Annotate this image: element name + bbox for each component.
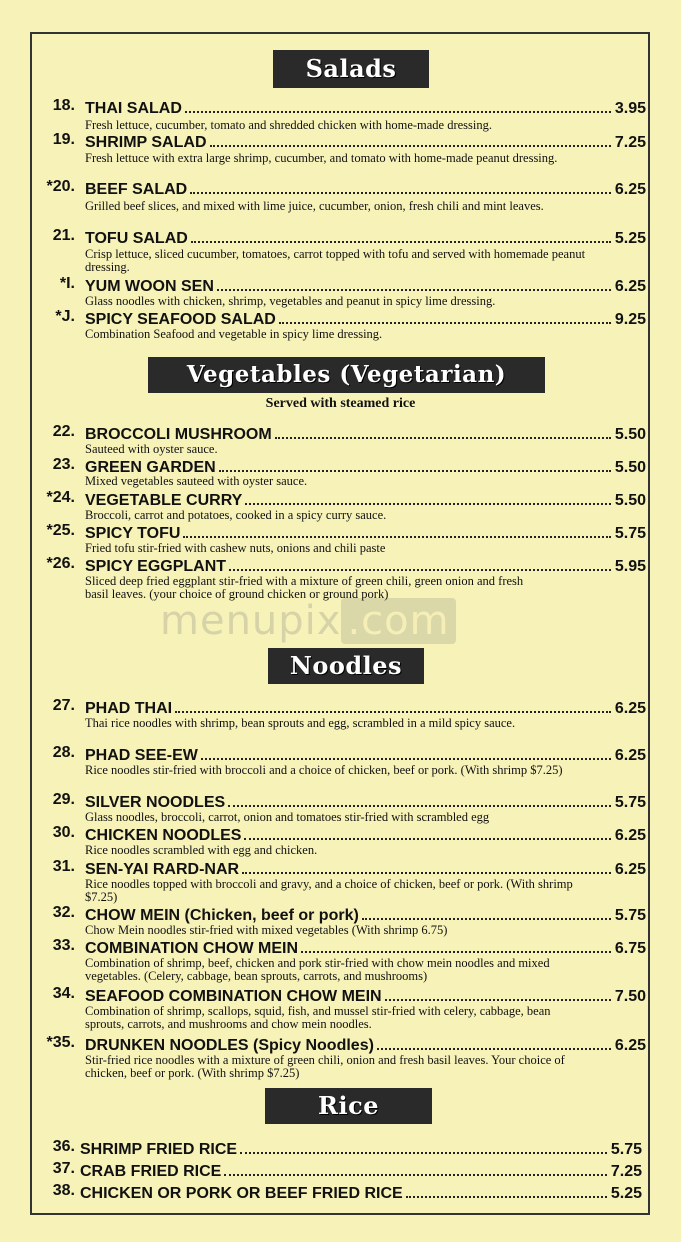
item-number: *26. [46,555,75,572]
item-number: *35. [46,1034,75,1051]
item-name: COMBINATION CHOW MEIN [85,940,299,957]
item-description: Rice noodles stir-fried with broccoli and a choice of chicken, beef or pork. (With shrimp $7.25) [85,763,563,777]
item-name: CHOW MEIN (Chicken, beef or pork) [85,907,359,924]
item-price: 9.25 [614,311,646,328]
item-name: DRUNKEN NOODLES (Spicy Noodles) [85,1037,374,1054]
section-title-salads: Salads [273,50,429,88]
item-number: 34. [52,985,75,1002]
item-price: 3.95 [614,100,646,117]
item-name: CRAB FRIED RICE [80,1163,222,1180]
item-name: SHRIMP FRIED RICE [80,1141,238,1158]
item-price: 6.25 [614,827,646,844]
item-description: Rice noodles scrambled with egg and chicken. [85,843,318,857]
item-description: Crisp lettuce, sliced cucumber, tomatoes, carrot topped with tofu and served with homemade peanut dressing. [85,247,586,274]
item-description: Fried tofu stir-fried with cashew nuts, onions and chili paste [85,541,386,555]
item-name: CHICKEN NOODLES [85,827,242,844]
watermark: menupix .com [160,598,456,644]
item-number: 29. [52,791,75,808]
section-subtitle: Served with steamed rice [265,396,416,411]
section-title-rice: Rice [265,1088,432,1124]
item-number: 37. [52,1160,75,1177]
item-description: Fresh lettuce, cucumber, tomato and shredded chicken with home-made dressing. [85,118,493,132]
item-price: 5.75 [610,1141,642,1158]
section-title-noodles: Noodles [268,648,424,684]
item-name: SPICY SEAFOOD SALAD [85,311,276,328]
item-number: 19. [52,131,75,148]
item-price: 5.95 [614,558,646,575]
item-number: 31. [52,858,75,875]
item-price: 6.25 [614,278,646,295]
item-name: CHICKEN OR PORK OR BEEF FRIED RICE [80,1185,403,1202]
item-description: Combination Seafood and vegetable in spicy lime dressing. [85,327,383,341]
item-description: Combination of shrimp, beef, chicken and pork stir-fried with chow mein noodles and mixed vegetables. (Celery, cabbage, bean sprouts, carrots, and mushrooms) [85,956,550,983]
item-name: BEEF SALAD [85,181,188,198]
item-price: 6.25 [614,700,646,717]
item-name: PHAD THAI [85,700,173,717]
item-description: Sliced deep fried eggplant stir-fried with a mixture of green chili, green onion and fresh basil leaves. (your choice of ground chicken or ground pork) [85,574,524,601]
section-title-vegetables: Vegetables (Vegetarian) [148,357,545,393]
item-description: Sauteed with oyster sauce. [85,442,218,456]
item-price: 5.50 [614,492,646,509]
item-description: Mixed vegetables sauteed with oyster sauce. [85,474,308,488]
item-name: PHAD SEE-EW [85,747,198,764]
item-description: Chow Mein noodles stir-fried with mixed vegetables (With shrimp 6.75) [85,923,448,937]
item-description: Glass noodles with chicken, shrimp, vegetables and peanut in spicy lime dressing. [85,294,496,308]
item-description: Glass noodles, broccoli, carrot, onion and tomatoes stir-fried with scrambled egg [85,810,490,824]
item-name: TOFU SALAD [85,230,188,247]
item-number: 22. [52,423,75,440]
item-price: 5.25 [614,230,646,247]
item-number: *I. [59,275,75,292]
item-number: *20. [46,178,75,195]
item-price: 5.75 [614,525,646,542]
item-price: 7.25 [614,134,646,151]
item-description: Broccoli, carrot and potatoes, cooked in a spicy curry sauce. [85,508,387,522]
item-price: 6.25 [614,861,646,878]
item-number: *24. [46,489,75,506]
item-description: Grilled beef slices, and mixed with lime juice, cucumber, onion, fresh chili and mint leaves. [85,199,544,213]
item-name: VEGETABLE CURRY [85,492,243,509]
item-price: 5.75 [614,907,646,924]
item-name: SPICY EGGPLANT [85,558,227,575]
item-price: 6.25 [614,181,646,198]
item-number: *25. [46,522,75,539]
item-number: 23. [52,456,75,473]
item-description: Fresh lettuce with extra large shrimp, cucumber, and tomato with home-made peanut dressing. [85,151,558,165]
item-number: 27. [52,697,75,714]
item-number: 28. [52,744,75,761]
item-description: Combination of shrimp, scallops, squid, fish, and mussel stir-fried with celery, cabbage, bean sprouts, carrots, and mushrooms and chow mein noodles. [85,1004,551,1031]
item-number: *J. [55,308,75,325]
item-name: SHRIMP SALAD [85,134,207,151]
item-price: 5.75 [614,794,646,811]
item-number: 36. [52,1138,75,1155]
item-description: Stir-fried rice noodles with a mixture of green chili, onion and fresh basil leaves. Your choice of chicken, beef or pork. (With shrimp $7.25) [85,1053,565,1080]
item-number: 21. [52,227,75,244]
item-number: 33. [52,937,75,954]
item-name: SILVER NOODLES [85,794,226,811]
item-name: BROCCOLI MUSHROOM [85,426,272,443]
item-name: THAI SALAD [85,100,182,117]
item-name: YUM WOON SEN [85,278,214,295]
item-price: 5.50 [614,426,646,443]
item-number: 38. [52,1182,75,1199]
item-price: 5.25 [610,1185,642,1202]
item-number: 30. [52,824,75,841]
item-price: 5.50 [614,459,646,476]
item-name: SEAFOOD COMBINATION CHOW MEIN [85,988,382,1005]
item-description: Rice noodles topped with broccoli and gravy, and a choice of chicken, beef or pork. (With shrimp $7.25) [85,877,573,904]
item-description: Thai rice noodles with shrimp, bean sprouts and egg, scrambled in a mild spicy sauce. [85,716,516,730]
item-name: SPICY TOFU [85,525,181,542]
item-price: 6.25 [614,747,646,764]
item-price: 6.25 [614,1037,646,1054]
item-price: 7.50 [614,988,646,1005]
item-name: SEN-YAI RARD-NAR [85,861,240,878]
item-price: 6.75 [614,940,646,957]
item-name: GREEN GARDEN [85,459,216,476]
item-number: 18. [52,97,75,114]
item-number: 32. [52,904,75,921]
item-price: 7.25 [610,1163,642,1180]
